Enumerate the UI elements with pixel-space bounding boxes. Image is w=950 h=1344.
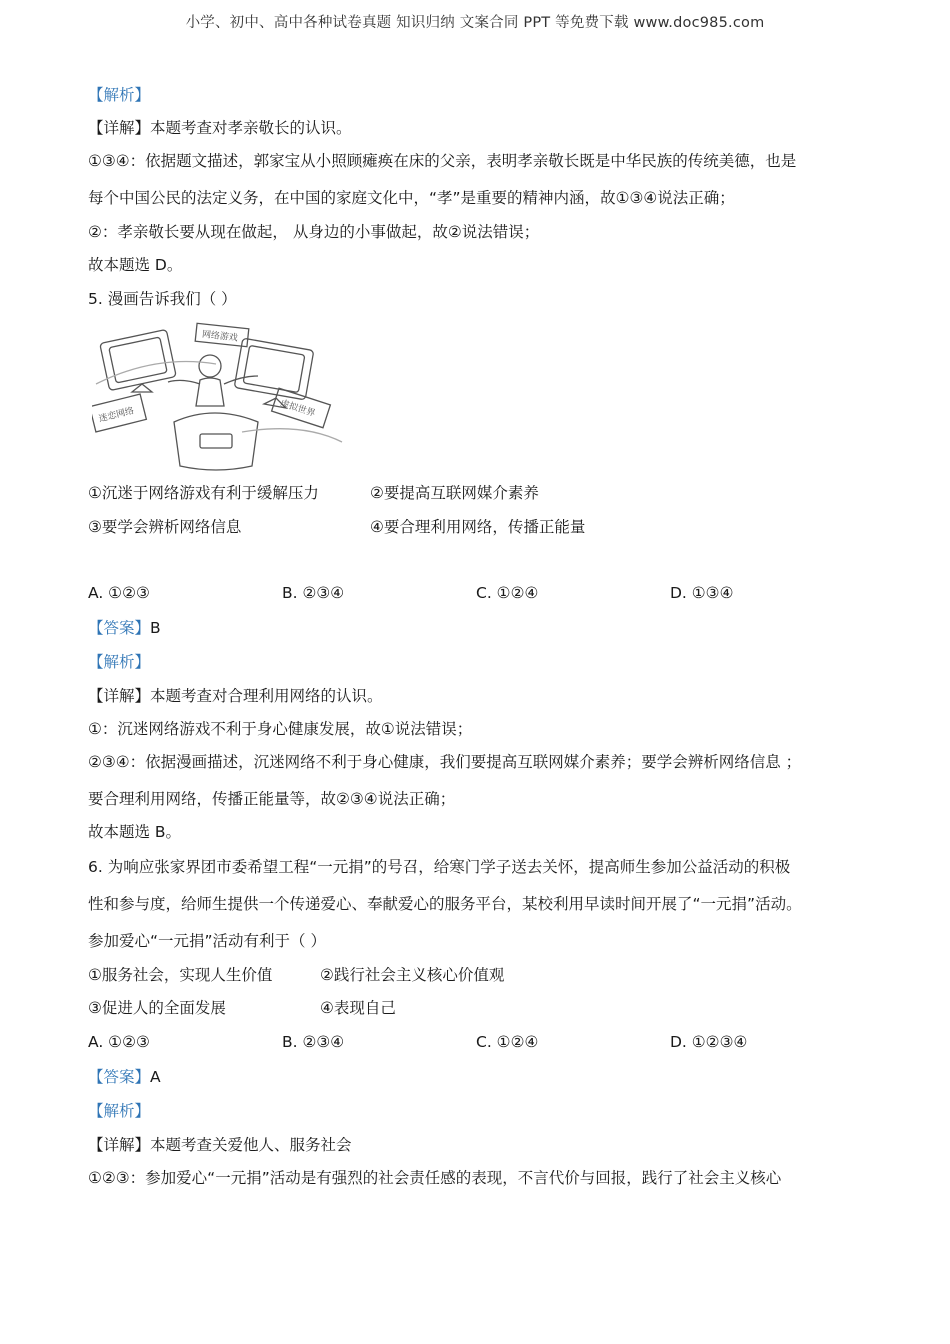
choice-d: D. ①③④: [670, 584, 734, 602]
answer-value: A: [150, 1068, 161, 1086]
question-stem: 5. 漫画告诉我们（ ）: [88, 290, 237, 308]
analysis-tag: 【解析】: [88, 1102, 151, 1120]
choice-a: A. ①②③: [88, 584, 150, 602]
analysis-paragraph: ①③④：依据题文描述，郭家宝从小照顾瘫痪在床的父亲，表明孝亲敬长既是中华民族的传统美德，也是: [88, 152, 797, 170]
option-item: ②践行社会主义核心价值观: [320, 966, 505, 984]
choice-b: B. ②③④: [282, 1033, 345, 1051]
detail-tag: 【详解】: [88, 687, 151, 705]
detail-tag: 【详解】: [88, 119, 151, 137]
detail-text: 本题考查对合理利用网络的认识。: [150, 687, 383, 705]
analysis-paragraph: ②③④：依据漫画描述，沉迷网络不利于身心健康，我们要提高互联网媒介素养；要学会辨析网络信息 ；: [88, 753, 802, 771]
cartoon-label: 虚拟世界: [278, 398, 317, 420]
question-stem: 性和参与度，给师生提供一个传递爱心、奉献爱心的服务平台，某校利用早读时间开展了“一元捐”活动。: [88, 895, 802, 913]
page-header: 小学、初中、高中各种试卷真题 知识归纳 文案合同 PPT 等免费下载 www.doc985.com: [185, 15, 765, 31]
analysis-paragraph: 要合理利用网络，传播正能量等，故②③④说法正确；: [88, 790, 456, 808]
detail-text: 本题考查关爱他人、服务社会: [150, 1136, 352, 1154]
question-stem: 参加爱心“一元捐”活动有利于（ ）: [88, 932, 326, 950]
option-item: ④要合理利用网络，传播正能量: [370, 518, 586, 536]
analysis-paragraph: ②：孝亲敬长要从现在做起， 从身边的小事做起，故②说法错误；: [88, 223, 540, 241]
answer-line: [88, 1067, 161, 1087]
detail-line: [88, 686, 383, 706]
analysis-paragraph: ①：沉迷网络游戏不利于身心健康发展，故①说法错误；: [88, 720, 473, 738]
detail-line: [88, 118, 352, 138]
option-item: ③促进人的全面发展: [88, 999, 226, 1017]
choice-d: D. ①②③④: [670, 1033, 748, 1051]
conclusion: 故本题选 D。: [88, 256, 183, 274]
option-item: ④表现自己: [320, 999, 396, 1017]
conclusion: 故本题选 B。: [88, 823, 182, 841]
cartoon-label: 迷恋网络: [97, 406, 136, 425]
answer-tag: 【答案】: [88, 619, 151, 637]
option-item: ①服务社会，实现人生价值: [88, 966, 273, 984]
detail-tag: 【详解】: [88, 1136, 151, 1154]
question-stem: 6. 为响应张家界团市委希望工程“一元捐”的号召，给寒门学子送去关怀，提高师生参加公益活动的积极: [88, 858, 791, 876]
detail-line: [88, 1135, 352, 1155]
choice-b: B. ②③④: [282, 584, 345, 602]
analysis-paragraph: ①②③：参加爱心“一元捐”活动是有强烈的社会责任感的表现，不言代价与回报，践行了社会主义核心: [88, 1169, 782, 1187]
analysis-tag: 【解析】: [88, 86, 151, 104]
cartoon-label: 网络游戏: [201, 329, 239, 344]
cartoon-illustration: [92, 322, 350, 472]
option-item: ③要学会辨析网络信息: [88, 518, 242, 536]
answer-tag: 【答案】: [88, 1068, 151, 1086]
answer-line: [88, 618, 161, 638]
choice-c: C. ①②④: [476, 584, 539, 602]
choice-a: A. ①②③: [88, 1033, 150, 1051]
cartoon-image: [92, 322, 350, 472]
choice-c: C. ①②④: [476, 1033, 539, 1051]
option-item: ①沉迷于网络游戏有利于缓解压力: [88, 484, 319, 502]
analysis-paragraph: 每个中国公民的法定义务，在中国的家庭文化中，“孝”是重要的精神内涵，故①③④说法正确；: [88, 189, 735, 207]
option-item: ②要提高互联网媒介素养: [370, 484, 539, 502]
analysis-tag: 【解析】: [88, 653, 151, 671]
answer-value: B: [150, 619, 161, 637]
detail-text: 本题考查对孝亲敬长的认识。: [150, 119, 352, 137]
